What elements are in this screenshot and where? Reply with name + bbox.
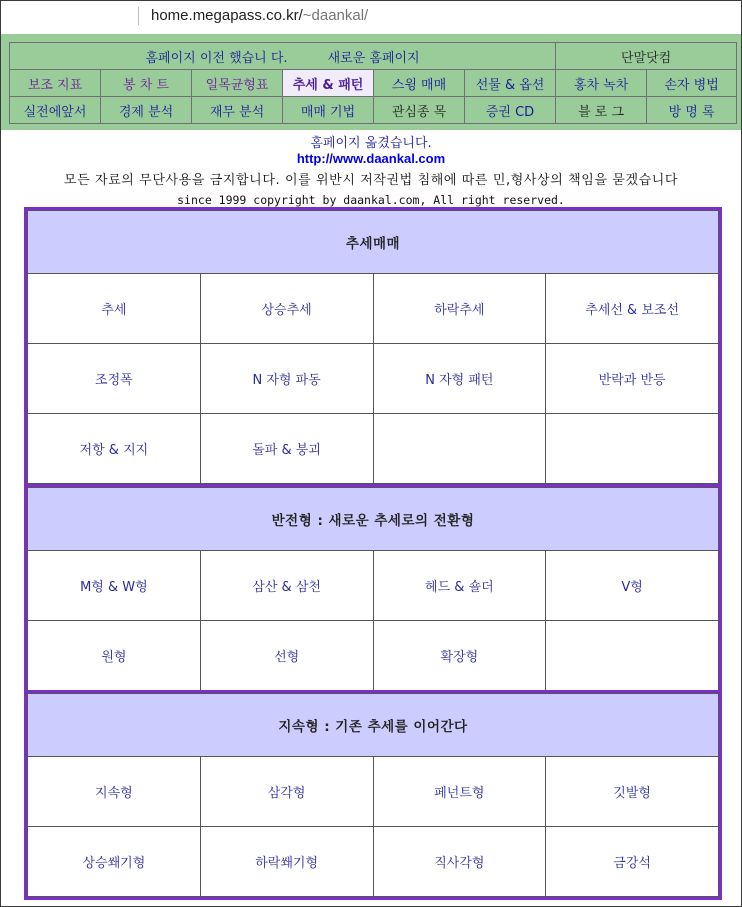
nav-item-before-practice[interactable]: 실전에앞서 — [10, 97, 101, 124]
nav-item-financial-analysis[interactable]: 재무 분석 — [192, 97, 283, 124]
section-reversal-patterns — [24, 484, 722, 694]
topic-cell[interactable]: 돌파 & 붕괴 — [200, 414, 373, 484]
topic-cell[interactable]: 추세 — [28, 274, 201, 344]
address-bar[interactable] — [1, 1, 741, 33]
nav-item-art-of-war[interactable]: 손자 병법 — [647, 70, 737, 97]
nav-item-blog[interactable]: 블 로 그 — [556, 97, 647, 124]
topic-cell[interactable]: 하락쐐기형 — [200, 827, 373, 897]
nav-banner — [10, 43, 556, 70]
empty-cell — [373, 414, 546, 484]
nav-table — [9, 42, 737, 124]
nav-item-securities-cd[interactable]: 증권 CD — [465, 97, 556, 124]
copyright-line: since 1999 copyright by daankal.com, All right reserved. — [177, 193, 565, 207]
banner-moved-text: 홈페이지 이전 했습니 다. — [145, 50, 288, 66]
topic-cell[interactable]: 상승쐐기형 — [28, 827, 201, 897]
section-title: 지속형 : 기존 추세를 이어간다 — [28, 694, 719, 757]
empty-cell — [546, 414, 719, 484]
address-separator — [138, 7, 139, 25]
section-title: 반전형 : 새로운 추세로의 전환형 — [28, 488, 719, 551]
url-host: home.megapass.co.kr/ — [151, 7, 303, 24]
section-table — [27, 210, 719, 484]
nav-item-tea[interactable]: 홍차 녹차 — [556, 70, 647, 97]
url-path: ~daankal/ — [302, 7, 369, 24]
section-title: 추세매매 — [28, 211, 719, 274]
topic-cell[interactable]: 추세선 & 보조선 — [546, 274, 719, 344]
address-url[interactable] — [151, 7, 368, 24]
nav-item-indicators[interactable]: 보조 지표 — [10, 70, 101, 97]
topic-cell[interactable]: 상승추세 — [200, 274, 373, 344]
section-table — [27, 693, 719, 897]
nav-item-candle-chart[interactable]: 봉 차 트 — [101, 70, 192, 97]
topic-cell[interactable]: 삼산 & 삼천 — [200, 551, 373, 621]
topic-cell[interactable]: 직사각형 — [373, 827, 546, 897]
nav-band — [1, 34, 741, 130]
topic-cell[interactable]: 하락추세 — [373, 274, 546, 344]
nav-item-swing-trading[interactable]: 스윙 매매 — [374, 70, 465, 97]
new-url-link[interactable]: http://www.daankal.com — [296, 151, 446, 166]
usage-warning: 모든 자료의 무단사용을 금지합니다. 이를 위반시 저작권법 침해에 따른 민,형사상의 책임을 묻겠습니다 — [63, 173, 679, 188]
topic-cell[interactable]: 페넌트형 — [373, 757, 546, 827]
section-table — [27, 487, 719, 691]
notice-block — [0, 136, 742, 207]
topic-cell[interactable]: 저항 & 지지 — [28, 414, 201, 484]
nav-item-trend-pattern[interactable]: 추세 & 패턴 — [283, 70, 374, 97]
brand-link[interactable]: 단말닷컴 — [556, 43, 737, 70]
section-trend-trading — [24, 207, 722, 487]
topic-cell[interactable]: N 자형 파동 — [200, 344, 373, 414]
topic-cell[interactable]: N 자형 패턴 — [373, 344, 546, 414]
topic-cell[interactable]: 금강석 — [546, 827, 719, 897]
topic-cell[interactable]: 지속형 — [28, 757, 201, 827]
topic-cell[interactable]: 반락과 반등 — [546, 344, 719, 414]
topic-cell[interactable]: M형 & W형 — [28, 551, 201, 621]
topic-cell[interactable]: 확장형 — [373, 621, 546, 691]
moved-notice: 홈페이지 옮겼습니다. — [310, 136, 432, 151]
nav-item-trading-technique[interactable]: 매매 기법 — [283, 97, 374, 124]
nav-item-watchlist[interactable]: 관심종 목 — [374, 97, 465, 124]
nav-item-futures-options[interactable]: 선물 & 옵션 — [465, 70, 556, 97]
topic-cell[interactable]: 헤드 & 숄더 — [373, 551, 546, 621]
nav-item-economic-analysis[interactable]: 경제 분석 — [101, 97, 192, 124]
topic-cell[interactable]: V형 — [546, 551, 719, 621]
topic-cell[interactable]: 선형 — [200, 621, 373, 691]
topic-cell[interactable]: 조정폭 — [28, 344, 201, 414]
topic-cell[interactable]: 삼각형 — [200, 757, 373, 827]
section-continuation-patterns — [24, 690, 722, 900]
empty-cell — [546, 621, 719, 691]
new-homepage-link[interactable]: 새로운 홈페이지 — [327, 50, 420, 66]
topic-cell[interactable]: 깃발형 — [546, 757, 719, 827]
nav-item-ichimoku[interactable]: 일목균형표 — [192, 70, 283, 97]
topic-cell[interactable]: 원형 — [28, 621, 201, 691]
nav-item-guestbook[interactable]: 방 명 록 — [647, 97, 737, 124]
